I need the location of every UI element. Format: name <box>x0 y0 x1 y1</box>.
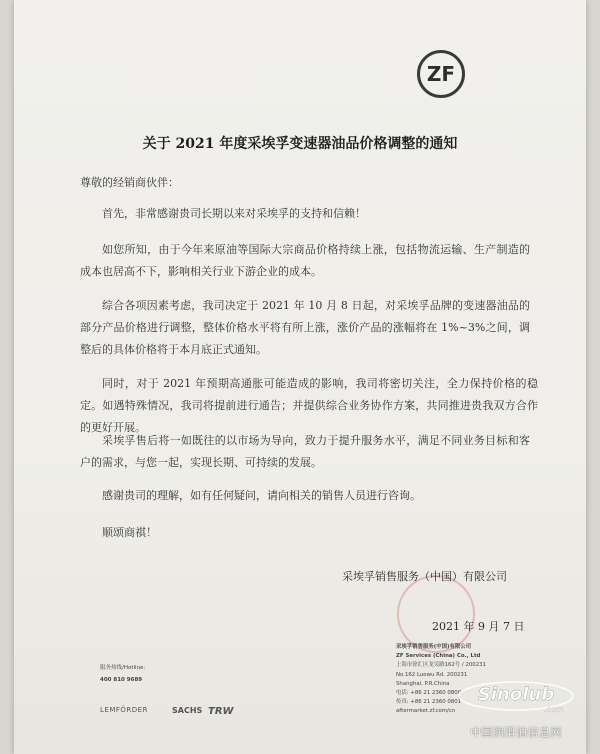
address-line: Shanghai, P.R.China <box>396 680 450 687</box>
sinolub-watermark-logo <box>456 676 576 716</box>
zf-logo: ZF <box>417 50 465 98</box>
letter-date: 2021 年 9 月 7 日 <box>432 620 525 633</box>
letter-title: 关于 2021 年度采埃孚变速器油品价格调整的通知 <box>142 136 458 152</box>
paragraph-6: 感谢贵司的理解，如有任何疑问，请向相关的销售人员进行咨询。 <box>102 489 421 502</box>
sinolub-site-name: 中国润滑油信息网 <box>470 726 562 739</box>
paragraph-2: 如您所知，由于今年来原油等国际大宗商品价格持续上涨，包括物流运输、生产制造的成本也居高不下，影响相关行业下游企业的成本。 <box>80 243 530 278</box>
brand-trw: TRW <box>208 706 234 717</box>
greeting: 尊敬的经销商伙伴： <box>80 176 179 189</box>
paragraph-5: 采埃孚售后将一如既往的以市场为导向，致力于提升服务水平，满足不同业务目标和客户的需求，与您一起，实现长期、可持续的发展。 <box>80 434 530 469</box>
hotline-number: 400 810 9689 <box>100 677 143 683</box>
address-line: No.162 Luowu Rd. 200231 <box>396 671 468 678</box>
hotline-block <box>100 662 145 686</box>
address-line: ZF Services (China) Co., Ltd <box>396 653 481 660</box>
brand-lemforder: LEMFÖRDER <box>100 706 148 714</box>
address-line: 传真: +86 21 2360 0801 <box>396 699 462 706</box>
hotline-label: 服务热线/Hotline: <box>100 665 146 671</box>
svg-text:.com: .com <box>544 705 564 714</box>
address-line: aftermarket.zf.com/cn <box>396 708 456 715</box>
paragraph-1: 首先，非常感谢贵司长期以来对采埃孚的支持和信赖！ <box>102 207 366 220</box>
address-line: 电话: +86 21 2360 0800 <box>396 690 462 697</box>
paragraph-4: 同时，对于 2021 年预期高通胀可能造成的影响，我司将密切关注，全力保持价格的稳定。如遇特殊情况，我司将提前进行通告；并提供综合业务协作方案，共同推进贵我双方合作的更好开展。 <box>80 377 538 434</box>
address-line: 上海市徐汇区龙吴路162号 / 200231 <box>396 662 487 669</box>
company-stamp <box>397 575 475 653</box>
paragraph-3: 综合各项因素考虑，我司决定于 2021 年 10 月 8 日起，对采埃孚品牌的变速器油品的部分产品价格进行调整，整体价格水平将有所上涨，涨价产品的涨幅将在 1%~3%之间，调整后的具体价格将于本月底正式通知。 <box>80 299 530 356</box>
letter-page <box>14 0 586 754</box>
address-line: 采埃孚销售服务(中国)有限公司 <box>396 644 472 650</box>
closing: 顺颂商祺！ <box>102 526 157 539</box>
company-signature: 采埃孚销售服务（中国）有限公司 <box>342 570 507 583</box>
svg-text:Sinolub: Sinolub <box>477 684 555 705</box>
brand-sachs: SACHS <box>172 706 203 715</box>
